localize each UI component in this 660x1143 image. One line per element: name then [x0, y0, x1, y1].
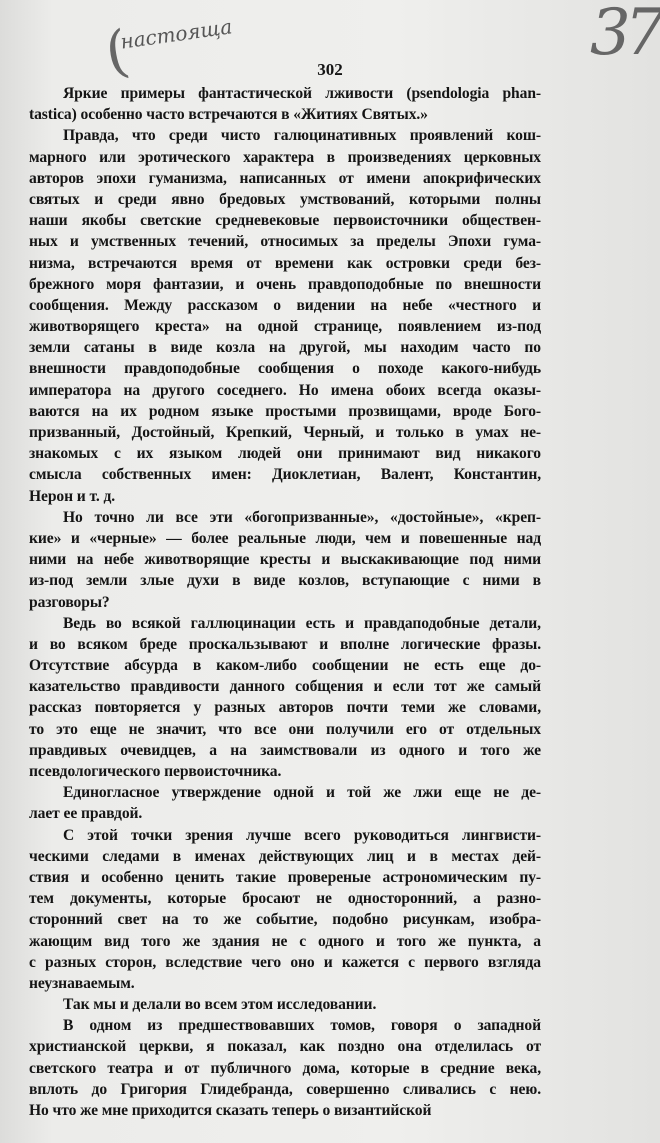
text-line: Но точно ли все эти «богопризванные», «достойные», «креп- — [63, 508, 541, 526]
text-line: марного или эротического характера в произведениях церковных — [29, 148, 541, 166]
text-line: призванный, Достойный, Крепкий, Черный, и только в умах не- — [29, 424, 541, 441]
text-line: ствия и особенно ценить такие провереные астрономическим пу- — [29, 868, 541, 886]
text-line: внешности правдоподобные сообщения о походе какого-нибудь — [29, 360, 541, 378]
text-line: разговоры? — [29, 593, 110, 611]
text-line: Но что же мне приходится сказать теперь о византийской — [29, 1102, 432, 1119]
text-line: С этой точки зрения лучше всего руководиться лингвисти- — [63, 826, 541, 844]
text-line: ними на небе животворящие кресты и выскакивающие под ними — [29, 551, 541, 569]
text-line: В одном из предшествовавших томов, говоря о западной — [63, 1017, 541, 1035]
text-line: Ведь во всякой галлюцинации есть и правдаподобные детали, — [63, 614, 541, 632]
text-line: брежного моря фантазии, и очень правдоподобные по внешности — [29, 275, 541, 293]
body-text — [29, 83, 541, 1121]
text-line: и во всяком бреде проскальзывают и вполне логические фразы. — [29, 635, 541, 653]
text-line: Так мы и делали во всем этом исследовании. — [63, 996, 377, 1014]
handwritten-note: настояща — [118, 14, 234, 54]
text-line: ных и умственных течений, относимых за пределы Эпохи гума- — [29, 233, 541, 251]
text-line: светского театра и от публичного дома, которые в средние века, — [29, 1059, 541, 1077]
text-line: Отсутствие абсурда в каком-либо сообщении не есть еще до- — [29, 657, 541, 675]
text-line: казательство правдивости данного собщения и если тот же самый — [29, 678, 541, 696]
text-line: животворящего креста» на одной странице, появлением из-под — [29, 318, 541, 336]
text-line: правдивых очевидцев, а на заимствовали из одного и того же — [29, 741, 541, 759]
text-line: ваются на их родном языке простыми прозвищами, вроде Бого- — [29, 402, 541, 420]
text-line: сторонний свет на то же событие, подобно рисункам, изобра- — [29, 911, 541, 929]
text-line: христианской церкви, я показал, как поздно она отделилась от — [29, 1038, 541, 1056]
text-line: земли сатаны в виде козла на другой, мы находим часто по — [29, 339, 541, 357]
text-line: неузнаваемым. — [29, 974, 135, 992]
text-line: смысла собственных имен: Диоклетиан, Валент, Константин, — [29, 466, 541, 484]
text-line: низма, встречаются время от времени как островки среди без- — [29, 254, 541, 272]
text-line: ческими следами в именах действующих лиц и в местах дей- — [29, 847, 541, 865]
text-line: Правда, что среди чисто галюцинативных проявлений кош- — [63, 127, 541, 145]
text-line: императора на другого соседнего. Но имена обоих всегда оказы- — [29, 381, 541, 399]
text-line: вплоть до Григория Глидебранда, совершенно сливались с нею. — [29, 1080, 541, 1098]
text-line: из-под земли злые духи в виде козлов, вступающие с ними в — [29, 572, 541, 590]
text-line: Яркие примеры фантастической лживости (psendologia phan- — [63, 85, 541, 102]
handwritten-folio-number: 37 — [590, 0, 660, 70]
text-line: авторов эпохи гуманизма, написанных от имени апокрифических — [29, 169, 541, 187]
text-line: жающим вид того же здания не с одного и того же пункта, а — [29, 932, 541, 950]
handwritten-bracket: ( — [100, 18, 134, 87]
text-line: Нерон и т. д. — [29, 487, 116, 505]
text-line: псевдологического первоисточника. — [29, 763, 282, 780]
text-line: с разных сторон, вследствие чего оно и кажется с первого взгляда — [29, 953, 541, 971]
text-line: тем документы, которые бросают не односторонний, а разно- — [29, 890, 541, 908]
text-line: tastica) особенно часто встречаются в «Житиях Святых.» — [29, 106, 428, 124]
text-line: сообщения. Между рассказом о видении на небе «честного и — [29, 296, 541, 314]
text-line: кие» и «черные» — более реальные люди, чем и повешенные над — [29, 529, 541, 547]
text-line: Единогласное утверждение одной и той же лжи еще не де- — [63, 784, 541, 802]
text-line: лает ее правдой. — [29, 805, 143, 823]
text-line: то это еще не значит, что все они получили его от отдельных — [29, 720, 541, 738]
text-line: наши якобы светские средневековые первоисточники обществен- — [29, 212, 541, 230]
text-line: рассказ повторяется у разных авторов почти теми же словами, — [29, 699, 541, 717]
text-line: святых и среди явно бредовых умствований, которыми полны — [29, 190, 541, 208]
text-line: знакомых с их языком людей они принимают вид никакого — [29, 445, 541, 463]
page-number: 302 — [317, 60, 343, 79]
